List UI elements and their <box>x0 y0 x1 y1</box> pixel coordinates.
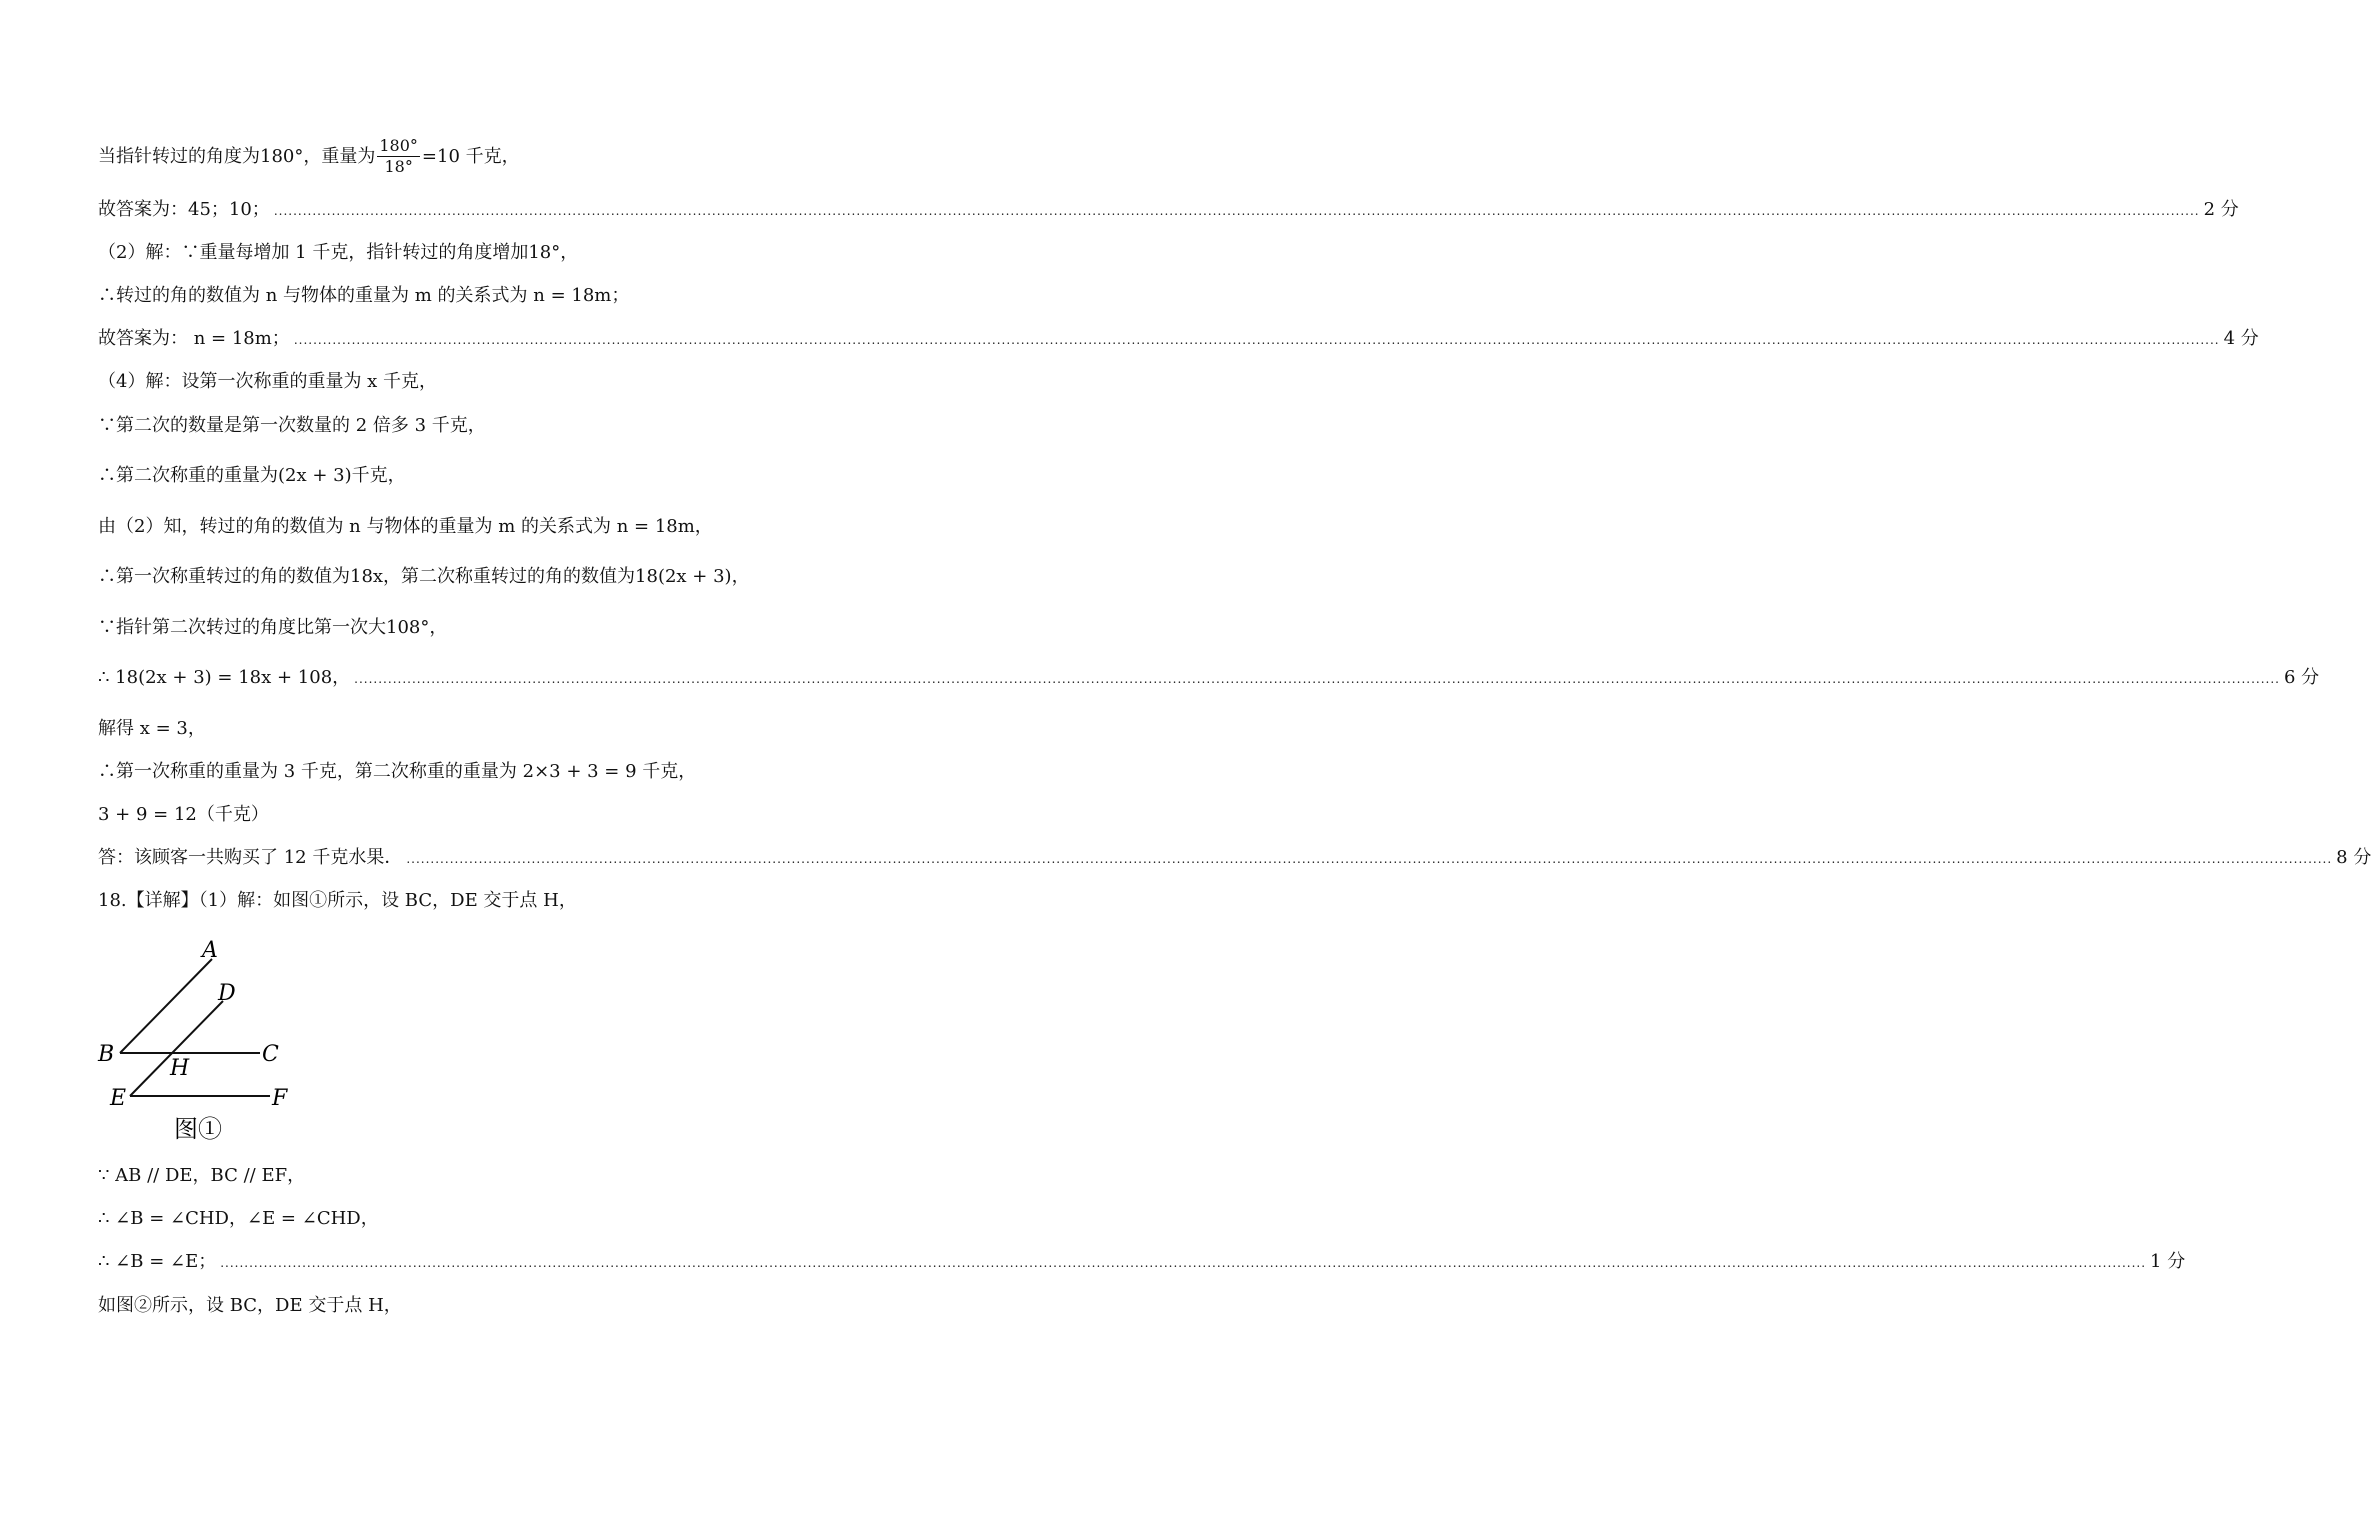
dot-leader: ................................................................................................................................................................................................................................................................................................................................................................................................................ <box>220 1256 2147 1270</box>
label-d: D <box>218 981 236 1006</box>
dot-leader: ................................................................................................................................................................................................................................................................................................................................................................................................................ <box>273 204 2200 218</box>
label-f: F <box>272 1086 288 1111</box>
score-label: 4 分 <box>2223 328 2259 349</box>
line-given-parallel: ∵ AB // DE，BC // EF， <box>98 1165 306 1186</box>
line-conclusion-b-e: ∴ ∠B = ∠E； ................................................................................................................................................................................................................................................................................................................................................................................................................ 1 分 <box>98 1251 2186 1272</box>
line-second-quantity: ∵第二次的数量是第一次数量的 2 倍多 3 千克， <box>98 415 486 436</box>
score-label: 6 分 <box>2283 667 2320 688</box>
line-weights: ∴第一次称重的重量为 3 千克，第二次称重的重量为 2×3 + 3 = 9 千克， <box>98 761 697 782</box>
label-c: C <box>262 1042 279 1067</box>
line-second-weight: ∴第二次称重的重量为(2x + 3)千克， <box>98 465 406 486</box>
line-final-answer: 答：该顾客一共购买了 12 千克水果． ................................................................................................................................................................................................................................................................................................................................................................................................................ 8 分 <box>98 847 2371 868</box>
dot-leader: ................................................................................................................................................................................................................................................................................................................................................................................................................ <box>406 852 2333 866</box>
line-angle-values: ∴第一次称重转过的角的数值为18x，第二次称重转过的角的数值为18(2x + 3)， <box>98 566 750 587</box>
line-from-part2: 由（2）知，转过的角的数值为 n 与物体的重量为 m 的关系式为 n = 18m， <box>98 516 713 537</box>
line-q18-intro: 18.【详解】（1）解：如图①所示，设 BC，DE 交于点 H， <box>98 890 577 911</box>
line-part2-solution: （2）解：∵重量每增加 1 千克，指针转过的角度增加18°， <box>98 242 579 263</box>
line-total: 3 + 9 = 12（千克） <box>98 804 269 825</box>
score-label: 2 分 <box>2203 199 2239 220</box>
label-b: B <box>98 1042 115 1067</box>
line-figure2-intro: 如图②所示，设 BC，DE 交于点 H， <box>98 1295 402 1316</box>
line-relation: ∴转过的角的数值为 n 与物体的重量为 m 的关系式为 n = 18m； <box>98 285 630 306</box>
line-solve-x: 解得 x = 3， <box>98 718 206 739</box>
line-equation: ∴ 18(2x + 3) = 18x + 108， ................................................................................................................................................................................................................................................................................................................................................................................................................ 6 分 <box>98 667 2320 688</box>
line-answer-n18m: 故答案为： n = 18m； ................................................................................................................................................................................................................................................................................................................................................................................................................ 4 分 <box>98 328 2259 349</box>
label-a: A <box>202 938 218 963</box>
geometry-figure-1 <box>92 935 312 1150</box>
label-h: H <box>170 1056 190 1081</box>
line-part4-set: （4）解：设第一次称重的重量为 x 千克， <box>98 371 438 392</box>
fraction-180-over-18: $\frac{180^\circ}{18^\circ}$ <box>379 136 418 176</box>
dot-leader: ................................................................................................................................................................................................................................................................................................................................................................................................................ <box>293 333 2220 347</box>
figure-caption: 图① <box>174 1115 222 1143</box>
segment-ab <box>120 959 212 1053</box>
score-label: 8 分 <box>2336 847 2371 868</box>
line-angle-diff: ∵指针第二次转过的角度比第一次大108°， <box>98 617 448 638</box>
score-label: 1 分 <box>2150 1251 2186 1272</box>
dot-leader: ................................................................................................................................................................................................................................................................................................................................................................................................................ <box>354 672 2280 686</box>
line-answer-45-10: 故答案为：45；10； ................................................................................................................................................................................................................................................................................................................................................................................................................ 2 分 <box>98 199 2239 220</box>
label-e: E <box>110 1086 127 1111</box>
line-angle-180: 当指针转过的角度为180°，重量为 $\frac{180^\circ}{18^\circ}$ =10 千克， <box>98 136 520 176</box>
segment-de <box>130 1001 223 1096</box>
line-angle-equal: ∴ ∠B = ∠CHD，∠E = ∠CHD， <box>98 1208 379 1229</box>
